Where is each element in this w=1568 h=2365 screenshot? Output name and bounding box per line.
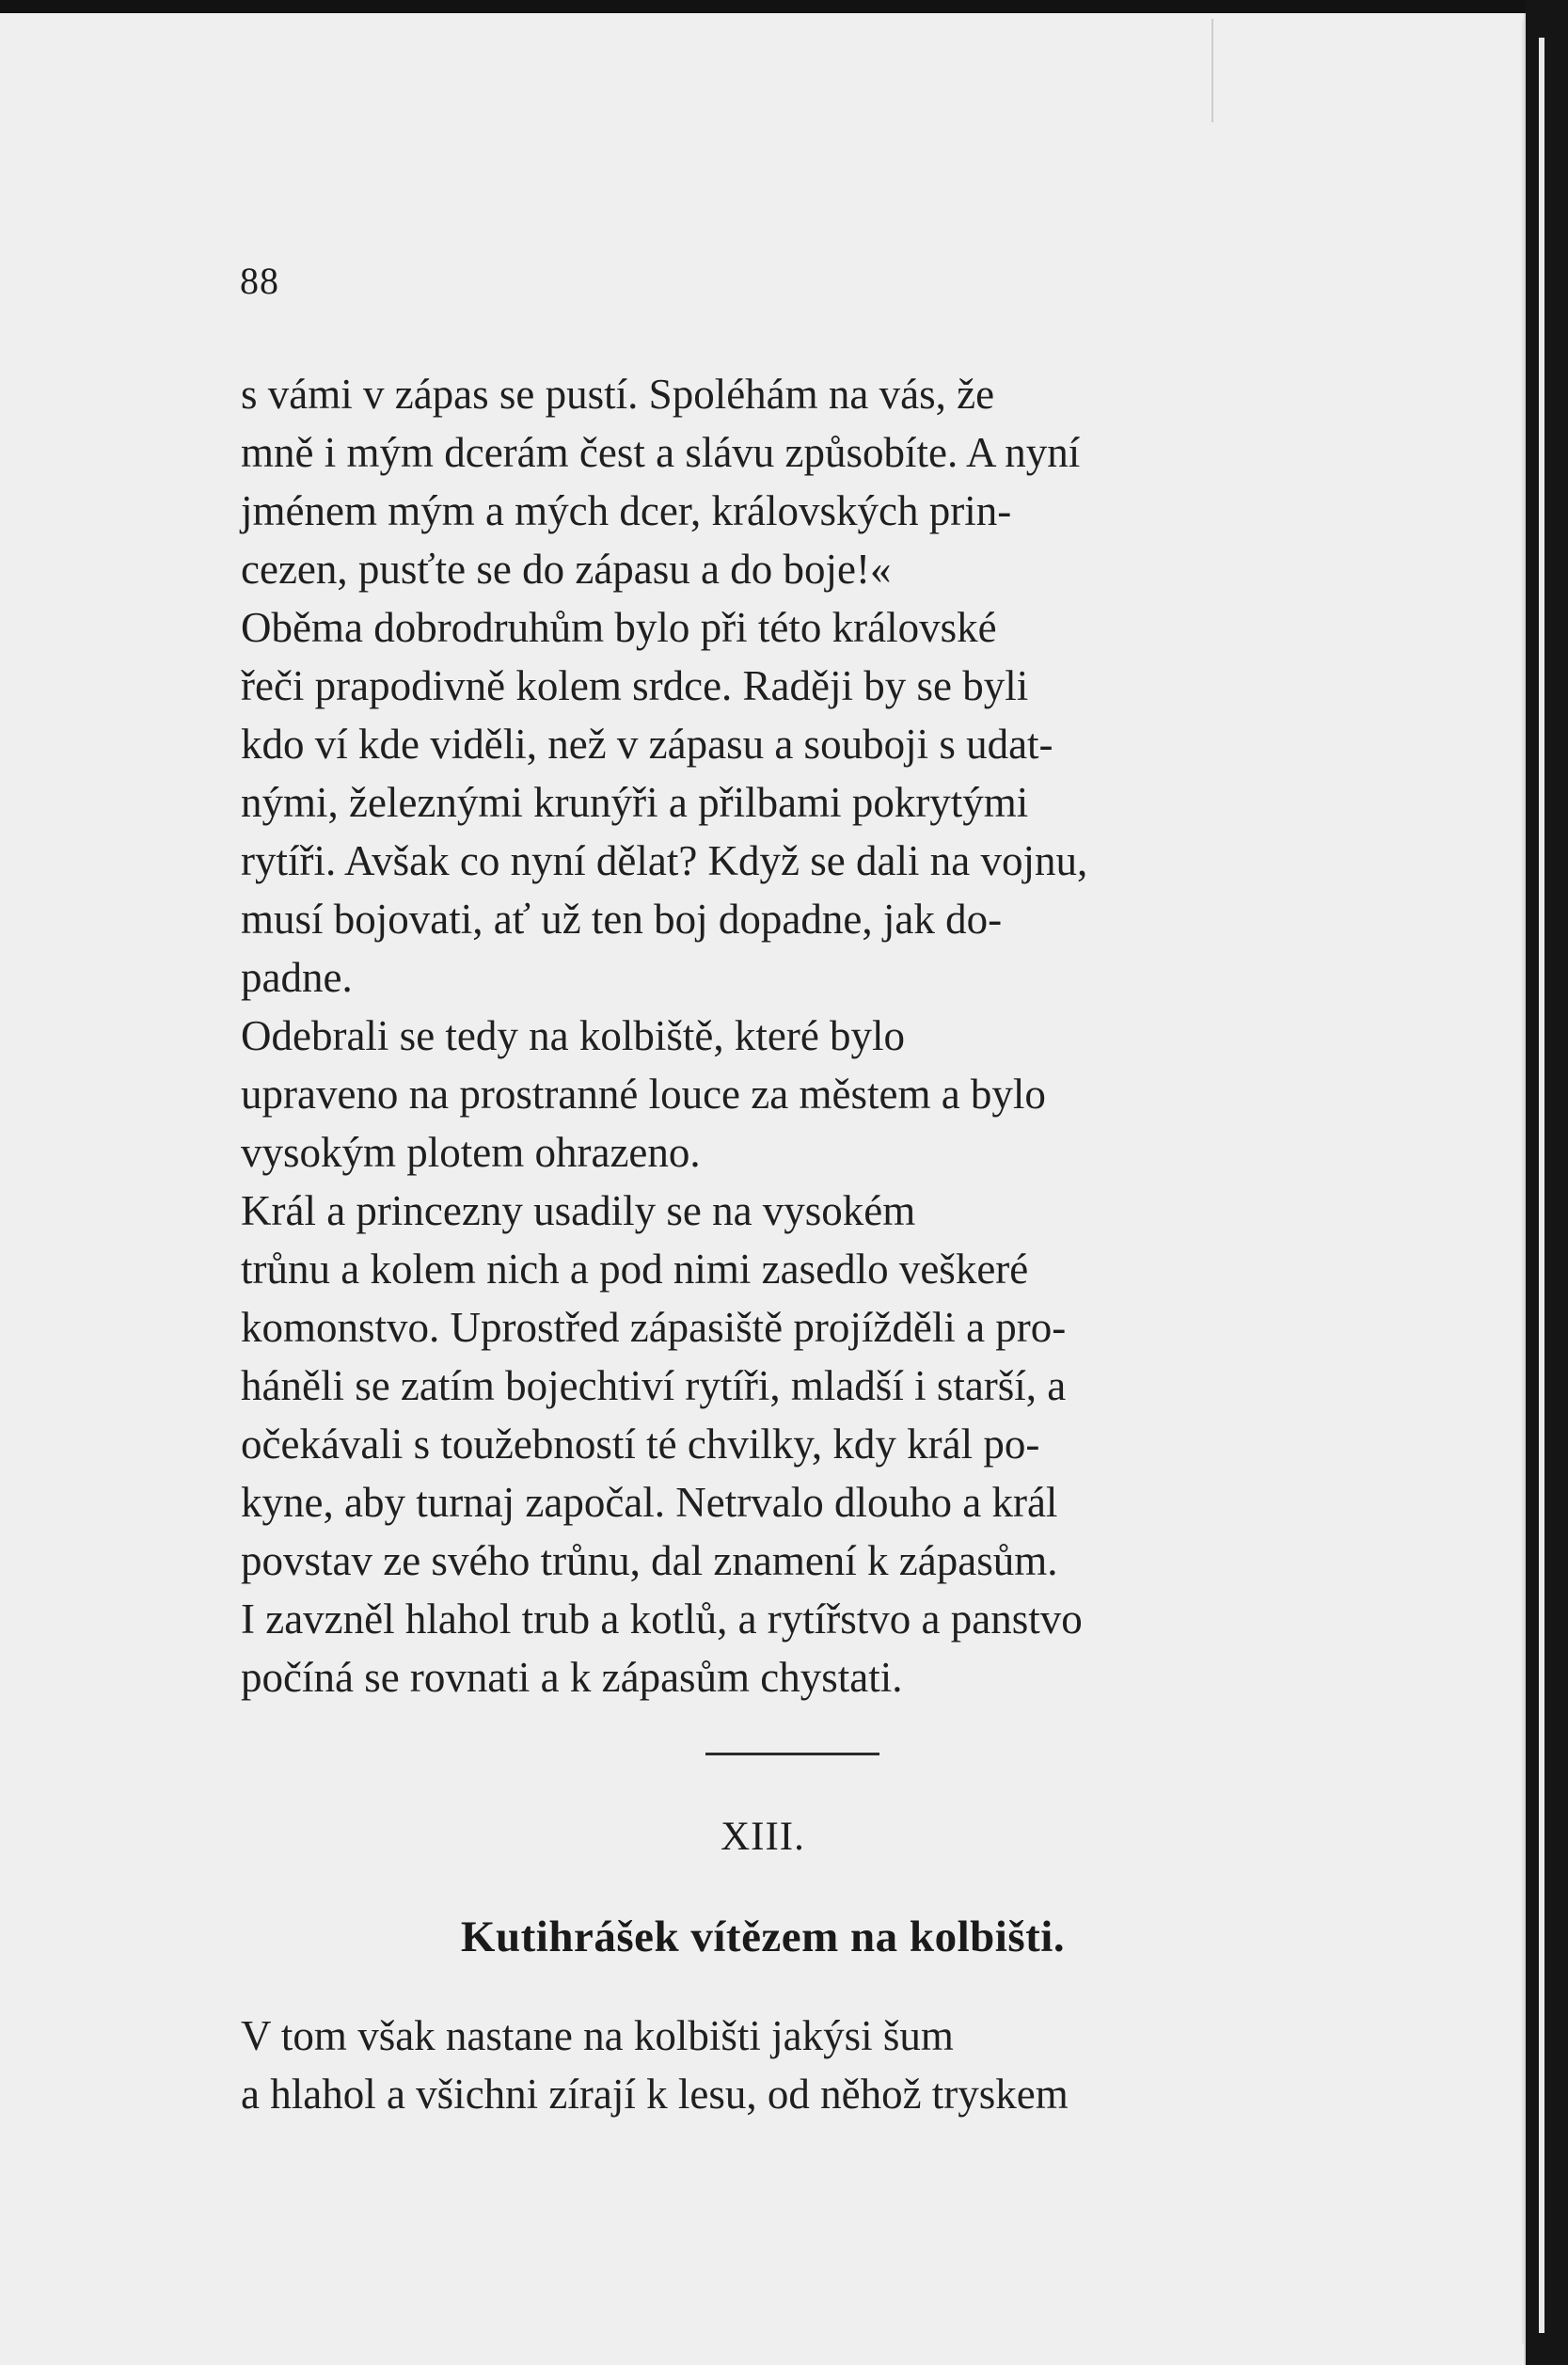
chapter-title: Kutihrášek vítězem na kolbišti. (460, 1913, 1066, 1961)
paragraph: Král a princezny usadily se na vysokém trůnu a kolem nich a pod nimi zasedlo veškeré komonstvo. Uprostřed zápasiště projížděli a pro- háněli se zatím bojechtiví rytíři, mladší i starší, a očekávali s toužebností té chvilky, kdy král po- kyne, aby turnaj započal. Netrvalo dlouho a král povstav ze svého trůnu, dal znamení k zápasům. I zavzněl hlahol trub a kotlů, a rytířstvo a panstvo počíná se rovnati a k zápasům chystati. (241, 1187, 1083, 1701)
chapter-opening-text (241, 2007, 1285, 2123)
page-edge-strip (1526, 0, 1568, 2365)
paragraph: V tom však nastane na kolbišti jakýsi šum a hlahol a všichni zírají k lesu, od něhož tryskem (241, 2012, 1069, 2118)
scan-speck (1522, 21, 1524, 2344)
section-divider (705, 1753, 879, 1755)
paragraph: Odebrali se tedy na kolbiště, které bylo upraveno na prostranné louce za městem a bylo vysokým plotem ohrazeno. (241, 1012, 1046, 1176)
page-edge-highlight (1539, 38, 1544, 2333)
paragraph: s vámi v zápas se pustí. Spoléhám na vás, že mně i mým dcerám čest a slávu způsobíte. A nyní jménem mým a mých dcer, královských prin- cezen, pusťte se do zápasu a do boje!« (241, 371, 1081, 593)
paragraph: Oběma dobrodruhům bylo při této královské řeči prapodivně kolem srdce. Raději by se byli kdo ví kde viděli, než v zápasu a souboji s udat- nými, železnými krunýři a přilbami pokrytými rytíři. Avšak co nyní dělat? Když se dali na vojnu, musí bojovati, ať už ten boj dopadne, jak do- padne. (241, 604, 1088, 1001)
scan-speck (1212, 19, 1213, 122)
chapter-number: XIII. (721, 1815, 805, 1859)
main-text-block (241, 365, 1274, 1706)
page-number: 88 (240, 260, 279, 302)
